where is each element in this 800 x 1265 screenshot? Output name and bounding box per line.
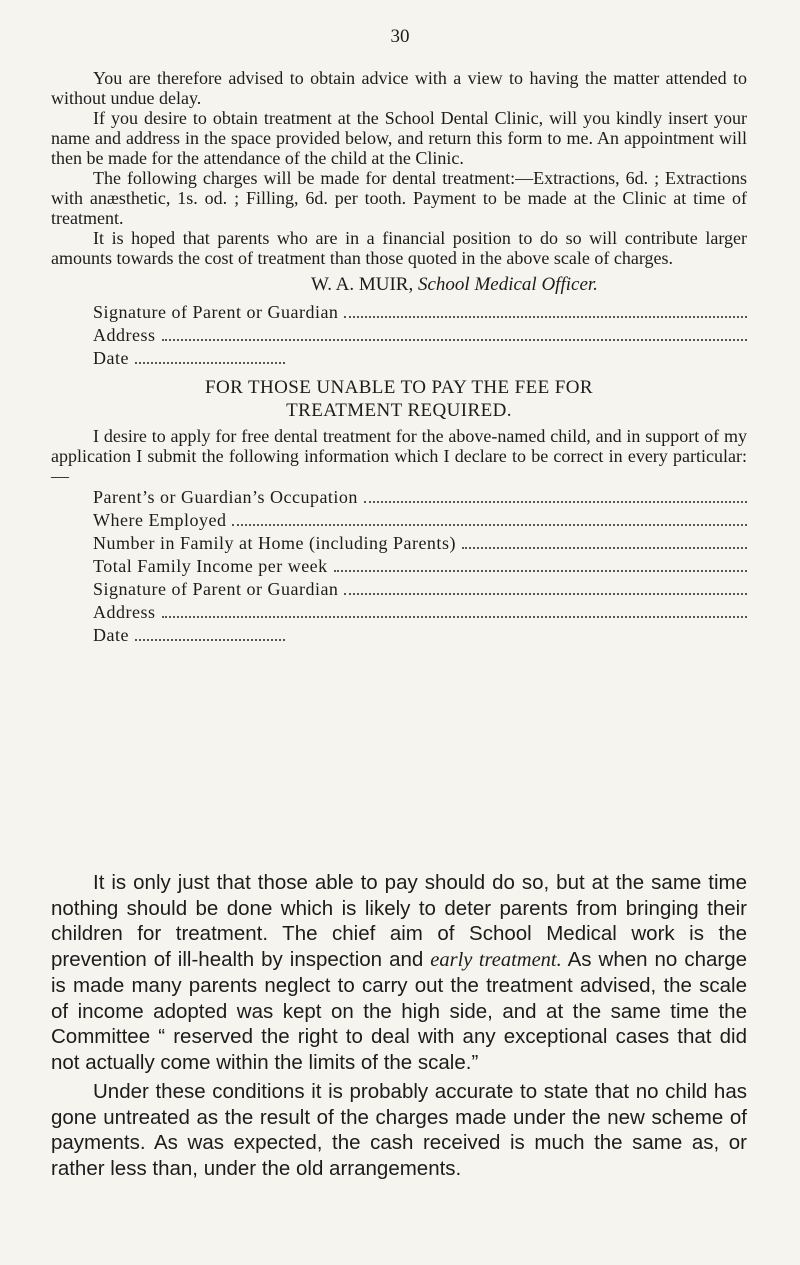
field-label: Date [93, 625, 129, 645]
free-treatment-heading [51, 376, 747, 422]
dotted-line [162, 602, 748, 618]
dotted-line [135, 348, 285, 364]
field-label: Address [93, 325, 156, 345]
field-label: Signature of Parent or Guardian [93, 579, 339, 599]
form2-family-field[interactable] [51, 532, 747, 555]
dotted-line [162, 325, 748, 341]
form2-signature-field[interactable] [51, 578, 747, 601]
form1-signature-field[interactable] [51, 301, 747, 324]
dotted-line [344, 579, 747, 595]
field-label: Parent’s or Guardian’s Occupation [93, 487, 358, 507]
paragraph-clinic: If you desire to obtain treatment at the School Dental Clinic, will you kindly insert your name and address in the space provided below, and return this form to me. An appointment will then be made for the attendance of the child at the Clinic. [51, 108, 747, 168]
field-label: Signature of Parent or Guardian [93, 302, 339, 322]
officer-name: W. A. MUIR, [311, 274, 414, 295]
paragraph-fee-policy [51, 870, 747, 1075]
paragraph-charges: The following charges will be made for dental treatment:—Extractions, 6d. ; Extractions with anæsthetic, 1s. od. ; Filling, 6d. per tooth. Payment to be made at the Clinic at time of treatment. [51, 168, 747, 228]
form1-address-field[interactable] [51, 324, 747, 347]
field-label: Address [93, 602, 156, 622]
form2-employed-field[interactable] [51, 509, 747, 532]
dental-form-section [51, 68, 747, 647]
dotted-line [232, 510, 747, 526]
dotted-line [135, 625, 285, 641]
page-number: 30 [390, 26, 410, 47]
field-label: Total Family Income per week [93, 556, 328, 576]
dotted-line [334, 556, 747, 572]
text-run: It is only just that those able to pay should do so, but at the same time nothing should be done which is likely to deter parents from bringing their children for treatment. The chief aim of School Medical work is the prevention of ill-health by inspection and [51, 871, 747, 971]
dotted-line [462, 533, 747, 549]
officer-role: School Medical Officer. [417, 274, 598, 295]
form2-address-field[interactable] [51, 601, 747, 624]
text-run: As when no charge is made many parents neglect to carry out the treatment advised, the scale of income adopted was kept on the high side, and at the same time the Committee “ reserved the right to deal with any exceptional cases that did not actually come within the limits of the scale.” [51, 947, 748, 1074]
field-label: Where Employed [93, 510, 227, 530]
form1-date-field[interactable] [51, 347, 747, 370]
form2-date-field[interactable] [51, 624, 747, 647]
field-label: Date [93, 348, 129, 368]
emphasis-text: early treatment. [430, 948, 562, 971]
form2-occupation-field[interactable] [51, 486, 747, 509]
heading-line-2: TREATMENT REQUIRED. [286, 400, 512, 421]
declaration-paragraph: I desire to apply for free dental treatment for the above-named child, and in support of my application I submit the following information which I declare to be correct in every particular:— [51, 426, 747, 486]
heading-line-1: FOR THOSE UNABLE TO PAY THE FEE FOR [205, 377, 593, 398]
dotted-line [344, 302, 747, 318]
report-commentary [51, 870, 747, 1181]
paragraph-advice: You are therefore advised to obtain advice with a view to having the matter attended to without undue delay. [51, 68, 747, 108]
paragraph-contribution: It is hoped that parents who are in a financial position to do so will contribute larger amounts towards the cost of treatment than those quoted in the above scale of charges. [51, 228, 747, 268]
dotted-line [364, 487, 747, 503]
paragraph-conclusion: Under these conditions it is probably accurate to state that no child has gone untreated as the result of the charges made under the new scheme of payments. As was expected, the cash received is much the same as, or rather less than, under the old arrangements. [51, 1080, 747, 1180]
officer-signature [51, 273, 747, 297]
field-label: Number in Family at Home (including Parents) [93, 533, 456, 553]
form2-income-field[interactable] [51, 555, 747, 578]
